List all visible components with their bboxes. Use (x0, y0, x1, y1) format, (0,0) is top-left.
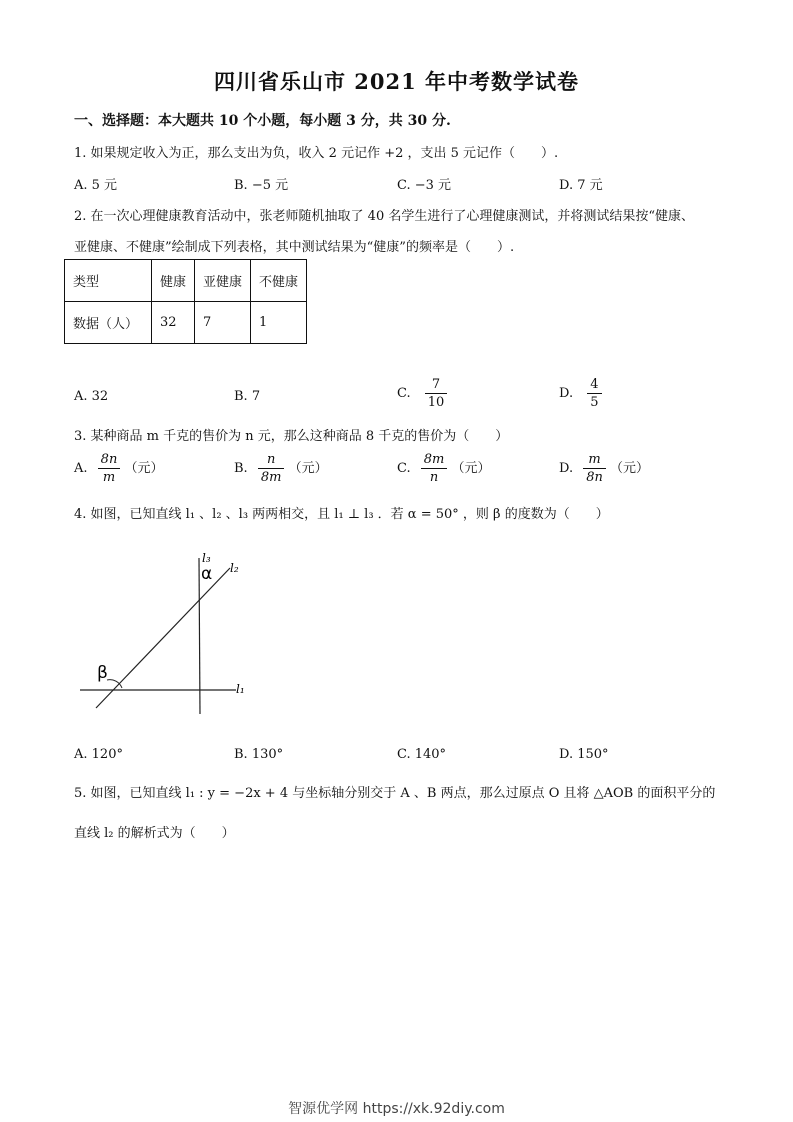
q2-option-b: B. 7 (234, 389, 261, 404)
q4-option-c: C. 140° (397, 747, 447, 762)
q3-unit: （元） (288, 461, 328, 476)
fraction-denominator: 8n (586, 470, 603, 485)
q2-option-a: A. 32 (74, 389, 109, 404)
question-1-text: 1. 如果规定收入为正，那么支出为负，收入 2 元记作 +2 ，支出 5 元记作（ ）. (74, 146, 559, 161)
q3-option-c-label: C. (397, 461, 411, 476)
table-cell: 7 (195, 302, 251, 344)
q2-option-c-label: C. (397, 386, 411, 401)
q3-option-b-label: B. (234, 461, 248, 476)
q1-option-b: B. −5 元 (234, 178, 289, 193)
table-row (65, 302, 307, 344)
fraction-numerator: 8m (421, 452, 448, 469)
q3-option-d-label: D. (559, 461, 574, 476)
footer-watermark: 智源优学网 https://xk.92diy.com (288, 1101, 505, 1117)
q3-unit: （元） (610, 461, 650, 476)
table-cell: 1 (251, 302, 307, 344)
question-2-line1: 2. 在一次心理健康教育活动中，张老师随机抽取了 40 名学生进行了心理健康测试，并将测试结果按“健康、 (74, 209, 694, 224)
q2-option-d-label: D. (559, 386, 574, 401)
table-header-cell: 健康 (152, 260, 195, 302)
q2-option-d (559, 377, 602, 410)
q3-option-c-fraction (421, 452, 448, 485)
table-header-row (65, 260, 307, 302)
fraction-denominator: n (429, 470, 439, 485)
label-l1: l₁ (236, 682, 245, 696)
label-alpha: α (201, 564, 213, 584)
page-title: 四川省乐山市 2021 年中考数学试卷 (213, 69, 580, 94)
table-header-cell: 不健康 (251, 260, 307, 302)
health-data-table (64, 259, 307, 344)
q3-option-d-fraction (583, 452, 606, 485)
fraction-numerator: m (583, 452, 606, 469)
beta-arc (107, 680, 122, 688)
q3-unit: （元） (451, 461, 491, 476)
q3-option-d (559, 452, 649, 485)
fraction-numerator: 4 (587, 377, 601, 394)
q3-unit: （元） (124, 461, 164, 476)
fraction-denominator: 5 (590, 395, 599, 410)
label-beta: β (97, 663, 108, 683)
q3-option-b (234, 452, 328, 485)
fraction-denominator: m (102, 470, 116, 485)
question-4-text: 4. 如图，已知直线 l₁ 、l₂ 、l₃ 两两相交，且 l₁ ⊥ l₃ ．若 α = 50° ，则 β 的度数为（ ） (74, 507, 609, 522)
q1-option-c: C. −3 元 (397, 178, 452, 193)
q2-option-d-fraction (587, 377, 601, 410)
question-5-line2: 直线 l₂ 的解析式为（ ） (74, 826, 235, 841)
intersecting-lines-figure (70, 540, 270, 720)
fraction-numerator: 8n (98, 452, 121, 469)
q1-option-a: A. 5 元 (74, 178, 118, 193)
table-cell: 数据（人） (65, 302, 152, 344)
q2-option-c-fraction (425, 377, 448, 410)
fraction-denominator: 8m (260, 470, 282, 485)
question-5-line1: 5. 如图，已知直线 l₁ : y = −2x + 4 与坐标轴分别交于 A 、B 两点，那么过原点 O 且将 △AOB 的面积平分的 (74, 786, 716, 801)
q2-option-c (397, 377, 447, 410)
q3-option-a (74, 452, 163, 485)
q1-option-d: D. 7 元 (559, 178, 603, 193)
q4-option-d: D. 150° (559, 747, 609, 762)
q3-option-a-label: A. (74, 461, 88, 476)
table-header-cell: 亚健康 (195, 260, 251, 302)
line-l2 (96, 568, 230, 708)
q4-option-a: A. 120° (74, 747, 123, 762)
question-3-text: 3. 某种商品 m 千克的售价为 n 元，那么这种商品 8 千克的售价为（ ） (74, 429, 509, 444)
q4-option-b: B. 130° (234, 747, 284, 762)
question-2-line2: 亚健康、不健康”绘制成下列表格，其中测试结果为“健康”的频率是（ ）. (74, 240, 515, 255)
q3-option-b-fraction (258, 452, 285, 485)
label-l2: l₂ (230, 561, 239, 575)
table-cell: 32 (152, 302, 195, 344)
fraction-denominator: 10 (427, 395, 445, 410)
fraction-numerator: 7 (425, 377, 448, 394)
label-l3: l₃ (202, 551, 211, 565)
table-header-cell: 类型 (65, 260, 152, 302)
q3-option-c (397, 452, 491, 485)
q3-option-a-fraction (98, 452, 121, 485)
fraction-numerator: n (258, 452, 285, 469)
section-heading: 一、选择题：本大题共 10 个小题，每小题 3 分，共 30 分. (74, 113, 451, 129)
